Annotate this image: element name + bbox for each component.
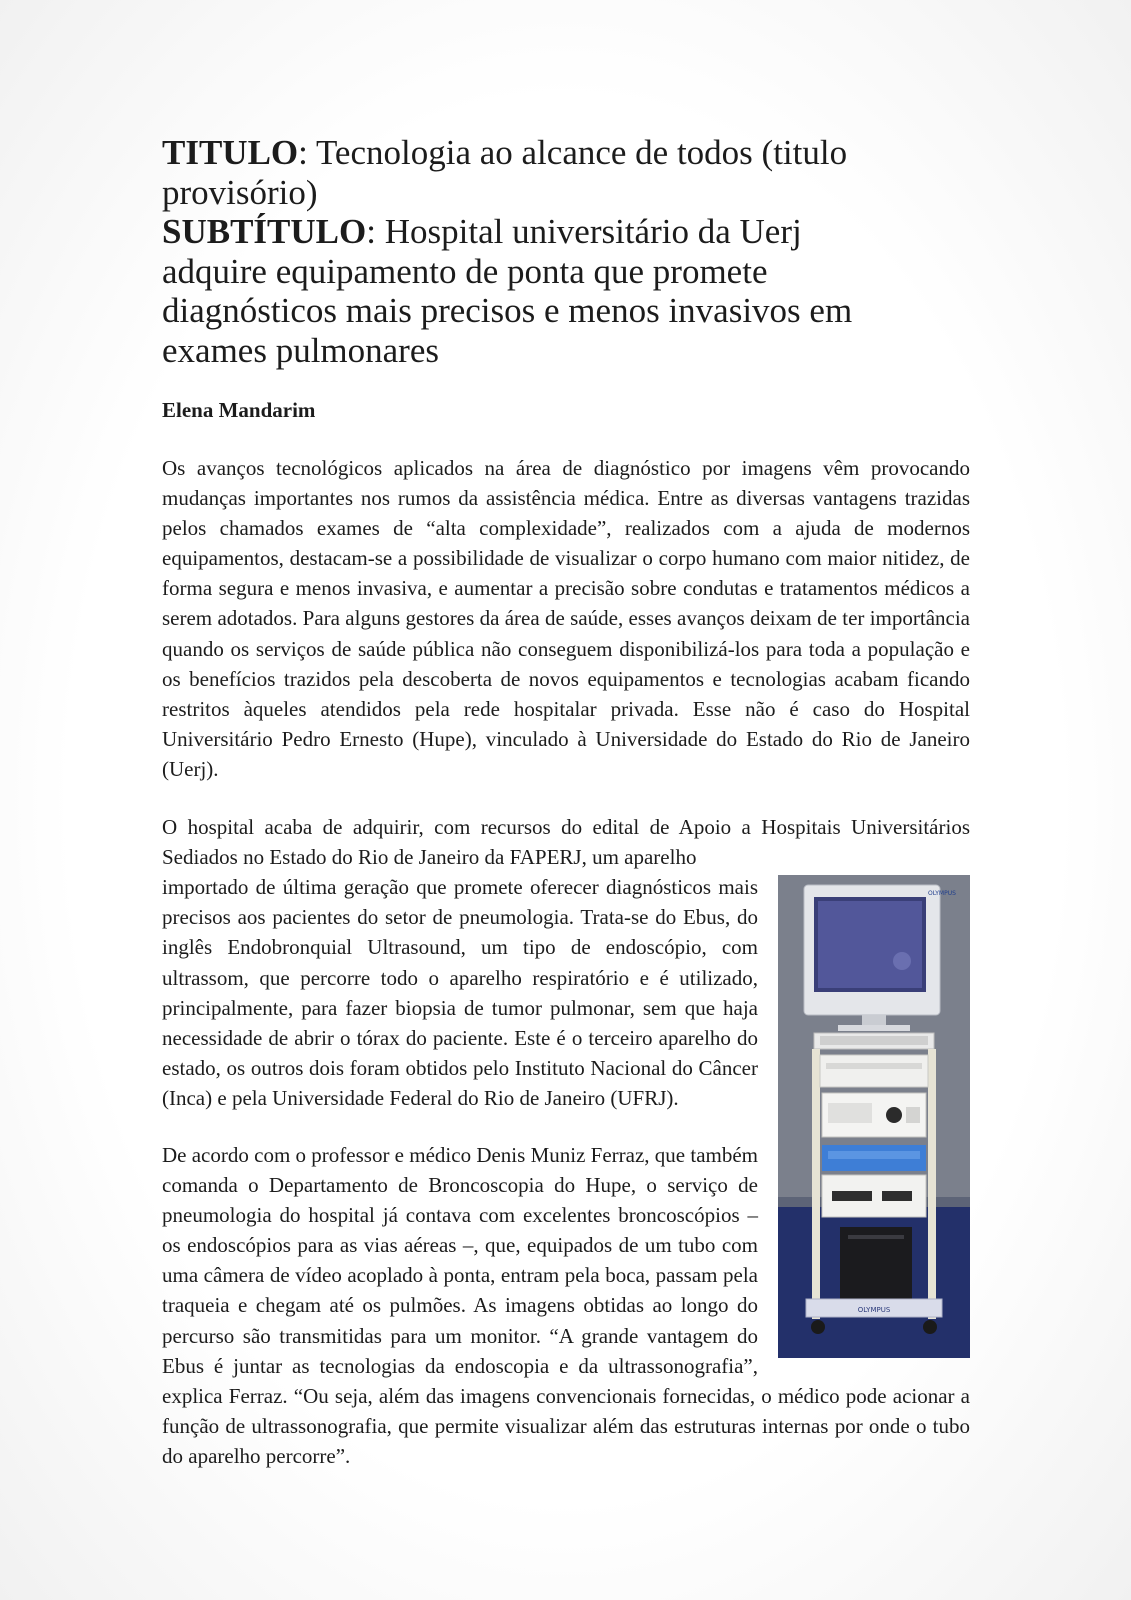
subtitle-text: : Hospital universitário da Uerj adquire equipamento de ponta que promete diagnósticos mais precisos e menos invasivos em exames pulmonares [162,212,853,370]
article [162,133,970,1471]
subtitle-label: SUBTÍTULO [162,212,367,251]
ebus-cart-illustration [778,875,970,1358]
title-label: TITULO [162,133,299,172]
endoscopy-equipment-photo [778,875,970,1358]
author-name: Elena Mandarim [162,398,316,422]
title-text: : Tecnologia ao alcance de todos (titulo provisório) [162,133,848,212]
paragraph-1: Os avanços tecnológicos aplicados na área de diagnóstico por imagens vêm provocando mudanças importantes nos rumos da assistência médica. Entre as diversas vantagens trazidas pelos chamados exames de “alta complexidade”, realizados com a ajuda de modernos equipamentos, destacam-se a possibilidade de visualizar o corpo humano com maior nitidez, de forma segura e menos invasiva, e aumentar a precisão sobre condutas e tratamentos médicos a serem adotados. Para alguns gestores da área de saúde, esses avanços deixam de ter importância quando os serviços de saúde pública não conseguem disponibilizá-los para toda a população e os benefícios trazidos pela descoberta de novos equipamentos e tecnologias acabam ficando restritos àqueles atendidos pela rede hospitalar privada. Esse não é caso do Hospital Universitário Pedro Ernesto (Hupe), vinculado à Universidade do Estado do Rio de Janeiro (Uerj). [162,456,970,781]
monitor-brand: OLYMPUS [928,890,956,898]
article-heading [162,133,970,370]
paragraph-2-continued: importado de última geração que promete oferecer diagnósticos mais precisos aos pacientes do setor de pneumologia. Trata-se do Ebus, do inglês Endobronquial Ultrasound, um tipo de endoscópio, com ultrassom, que percorre todo o aparelho respiratório e é utilizado, principalmente, para fazer biopsia de tumor pulmonar, sem que haja necessidade de abrir o tórax do paciente. Este é o terceiro aparelho do estado, os outros dois foram obtidos pelo Instituto Nacional do Câncer (Inca) e pela Universidade Federal do Rio de Janeiro (UFRJ). [162,875,758,1110]
cart-brand: OLYMPUS [857,1306,891,1315]
paragraph-3: De acordo com o professor e médico Denis Muniz Ferraz, que também comanda o Departamento de Broncoscopia do Hupe, o serviço de pneumologia do hospital já contava com excelentes broncoscópios – os endoscópios para as vias aéreas –, que, equipados de um tubo com uma câmera de vídeo acoplado à ponta, entram pela boca, passam pela traqueia e chegam até os pulmões. As imagens obtidas ao longo do percurso são transmitidas para um monitor. “A grande vantagem do Ebus é juntar as tecnologias da endoscopia e da ultrassonografia”, explica Ferraz. “Ou seja, além das imagens convencionais fornecidas, o médico pode acionar a função de ultrassonografia, que permite visualizar além das estruturas internas por onde o tubo do aparelho percorre”. [162,1142,970,1468]
paragraph-2: O hospital acaba de adquirir, com recursos do edital de Apoio a Hospitais Universitários Sediados no Estado do Rio de Janeiro da FAPERJ, um aparelho [162,815,970,870]
